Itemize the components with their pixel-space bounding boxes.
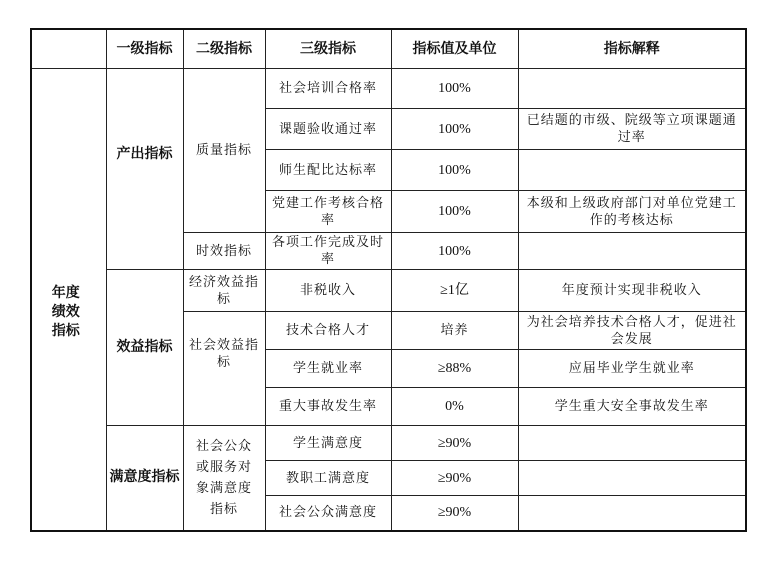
header-row [31,29,746,69]
table-row [31,69,746,109]
value-cell: ≥90% [391,426,518,461]
level3-cell: 社会公众满意度 [265,496,391,531]
explain-cell: 学生重大安全事故发生率 [518,388,746,426]
explain-cell [518,461,746,496]
level3-cell: 课题验收通过率 [265,109,391,150]
explain-cell: 为社会培养技术合格人才，促进社会发展 [518,312,746,350]
explain-cell [518,233,746,270]
level1-benefit: 效益指标 [106,270,183,426]
header-explain: 指标解释 [518,29,746,69]
header-level1: 一级指标 [106,29,183,69]
level2-timeliness: 时效指标 [183,233,265,270]
level3-cell: 重大事故发生率 [265,388,391,426]
explain-cell: 本级和上级政府部门对单位党建工作的考核达标 [518,191,746,233]
value-cell: 0% [391,388,518,426]
level2-economic: 经济效益指标 [183,270,265,312]
level2-quality: 质量指标 [183,69,265,233]
value-cell: ≥1亿 [391,270,518,312]
explain-cell [518,426,746,461]
header-value: 指标值及单位 [391,29,518,69]
header-blank-cell [31,29,106,69]
value-cell: 100% [391,109,518,150]
level2-public-satisfaction [183,426,265,531]
explain-cell: 已结题的市级、院级等立项课题通过率 [518,109,746,150]
level3-cell: 学生就业率 [265,350,391,388]
category-cell [31,69,106,531]
level3-cell: 各项工作完成及时率 [265,233,391,270]
value-cell: 100% [391,69,518,109]
level3-cell: 非税收入 [265,270,391,312]
header-level3: 三级指标 [265,29,391,69]
table-row [31,426,746,461]
explain-cell [518,69,746,109]
category-label: 年度绩效指标 [51,284,80,339]
explain-cell: 年度预计实现非税收入 [518,270,746,312]
level3-cell: 师生配比达标率 [265,150,391,191]
explain-cell [518,496,746,531]
level3-cell: 教职工满意度 [265,461,391,496]
level2-public-satisfaction-label: 社会公众或服务对象满意度指标 [195,438,252,517]
performance-indicator-table [30,28,747,532]
value-cell: 100% [391,191,518,233]
value-cell: ≥90% [391,461,518,496]
value-cell: 培养 [391,312,518,350]
value-cell: ≥88% [391,350,518,388]
value-cell: 100% [391,150,518,191]
header-level2: 二级指标 [183,29,265,69]
level1-satisfaction: 满意度指标 [106,426,183,531]
level3-cell: 社会培训合格率 [265,69,391,109]
explain-cell [518,150,746,191]
value-cell: ≥90% [391,496,518,531]
table-row [31,270,746,312]
value-cell: 100% [391,233,518,270]
level1-output: 产出指标 [106,69,183,270]
level3-cell: 党建工作考核合格率 [265,191,391,233]
level3-cell: 学生满意度 [265,426,391,461]
level3-cell: 技术合格人才 [265,312,391,350]
level2-social: 社会效益指标 [183,312,265,426]
explain-cell: 应届毕业学生就业率 [518,350,746,388]
